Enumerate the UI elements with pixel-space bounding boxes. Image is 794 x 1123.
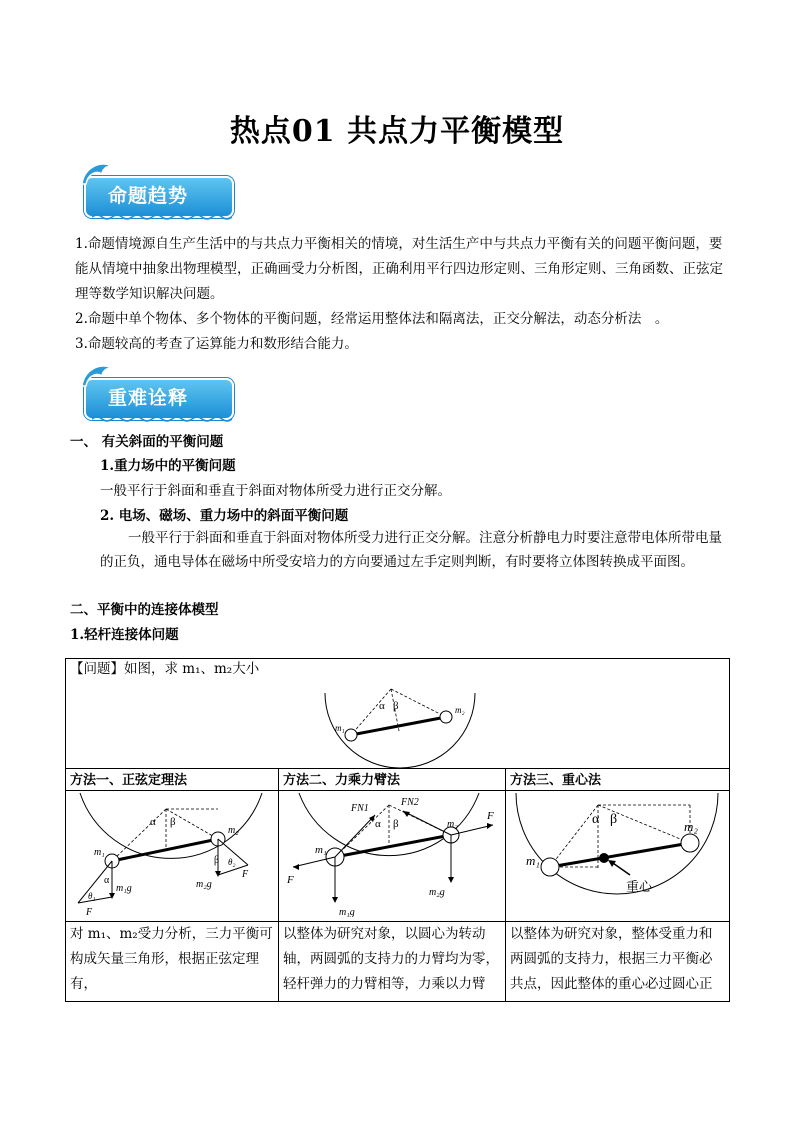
svg-text:F: F [86, 907, 93, 917]
svg-text:θ₁: θ₁ [88, 891, 96, 901]
banner-label: 重难诠释 [108, 387, 189, 409]
svg-text:m₁: m₁ [315, 844, 327, 856]
svg-text:α: α [150, 816, 156, 828]
svg-text:β: β [170, 816, 176, 828]
svg-text:m₂g: m₂g [196, 879, 212, 890]
question-figure [321, 679, 481, 769]
svg-text:β: β [610, 812, 618, 827]
method2-heading: 方法二、力乘力臂法 [279, 769, 506, 791]
method3-figure-cell [506, 791, 730, 922]
svg-text:α: α [592, 812, 600, 827]
trend-3: 3.命题较高的考查了运算能力和数形结合能力。 [75, 336, 358, 352]
method-table [65, 658, 730, 1002]
svg-text:F: F [287, 874, 294, 886]
method3-heading: 方法三、重心法 [506, 769, 730, 791]
question-cell [66, 659, 730, 769]
alpha-label: α [379, 700, 385, 712]
question-text: 如图，求 m₁、m₂大小 [124, 661, 260, 677]
method1-figure-cell [66, 791, 279, 922]
svg-text:α: α [104, 875, 110, 886]
m1-label: m₁ [335, 723, 345, 733]
svg-text:β: β [393, 818, 399, 830]
beta-label: β [393, 700, 399, 712]
svg-text:m₂: m₂ [684, 819, 698, 834]
svg-text:m₁g: m₁g [339, 907, 355, 917]
trend-1: 1.命题情境源自生产生活中的与共点力平衡相关的情境，对生活生产中与共点力平衡有关的问题平衡问题，要能从情境中抽象出物理模型，正确画受力分析图，正确利用平行四边形定则、三角形定则、三角函数、正弦定理等数学知识解决问题。 [75, 236, 723, 302]
banner-label: 命题趋势 [108, 185, 189, 207]
section-banner-trends [78, 168, 234, 226]
section-banner-key-points [78, 370, 234, 428]
method1-text: 对 m₁、m₂受力分析，三力平衡可构成矢量三角形，根据正弦定理有， [66, 922, 279, 1002]
page-title: 热点01 共点力平衡模型 [229, 114, 565, 149]
m2-label: m₂ [455, 705, 465, 715]
section1-sub1-text: 一般平行于斜面和垂直于斜面对物体所受力进行正交分解。 [100, 483, 451, 499]
svg-text:重心: 重心 [626, 880, 653, 895]
svg-text:β: β [214, 855, 220, 866]
section1-sub2-heading: 2. 电场、磁场、重力场中的斜面平衡问题 [100, 508, 349, 524]
method1-figure [66, 791, 276, 917]
section2-sub1-heading: 1.轻杆连接体问题 [70, 627, 179, 643]
method2-figure-cell [279, 791, 506, 922]
svg-text:FN2: FN2 [401, 797, 419, 808]
wave-decoration [92, 414, 232, 424]
svg-text:m₂g: m₂g [429, 887, 445, 898]
svg-text:m₂: m₂ [447, 819, 458, 830]
svg-text:F: F [487, 810, 494, 822]
method3-text: 以整体为研究对象，整体受重力和两圆弧的支持力，根据三力平衡必共点，因此整体的重心必过圆心正 [506, 922, 730, 1002]
svg-text:m₂: m₂ [228, 825, 239, 836]
section1-sub2-text: 一般平行于斜面和垂直于斜面对物体所受力进行正交分解。注意分析静电力时要注意带电体所带电量的正负，通电导体在磁场中所受安培力的方向要通过左手定则判断，有时要将立体图转换成平面图。 [100, 530, 722, 570]
svg-text:α: α [375, 818, 381, 830]
svg-text:F: F [242, 869, 249, 880]
svg-text:m₁: m₁ [526, 853, 540, 868]
method2-text: 以整体为研究对象，以圆心为转动轴，两圆弧的支持力的力臂均为零，轻杆弹力的力臂相等，力乘以力臂 [279, 922, 506, 1002]
method3-figure [506, 791, 728, 917]
question-label: 【问题】 [70, 661, 124, 677]
svg-text:m₁: m₁ [94, 847, 105, 858]
svg-text:m₁g: m₁g [116, 883, 132, 894]
method1-heading: 方法一、正弦定理法 [66, 769, 279, 791]
svg-text:FN1: FN1 [351, 803, 369, 814]
section1-heading: 一、 有关斜面的平衡问题 [70, 434, 224, 450]
svg-text:θ₂: θ₂ [228, 857, 236, 867]
section1-sub1-heading: 1.重力场中的平衡问题 [100, 458, 236, 474]
trend-2: 2.命题中单个物体、多个物体的平衡问题，经常运用整体法和隔离法，正交分解法，动态分析法 。 [75, 311, 669, 327]
method2-figure [279, 791, 503, 917]
wave-decoration [92, 212, 232, 222]
section2-heading: 二、平衡中的连接体模型 [70, 602, 219, 618]
